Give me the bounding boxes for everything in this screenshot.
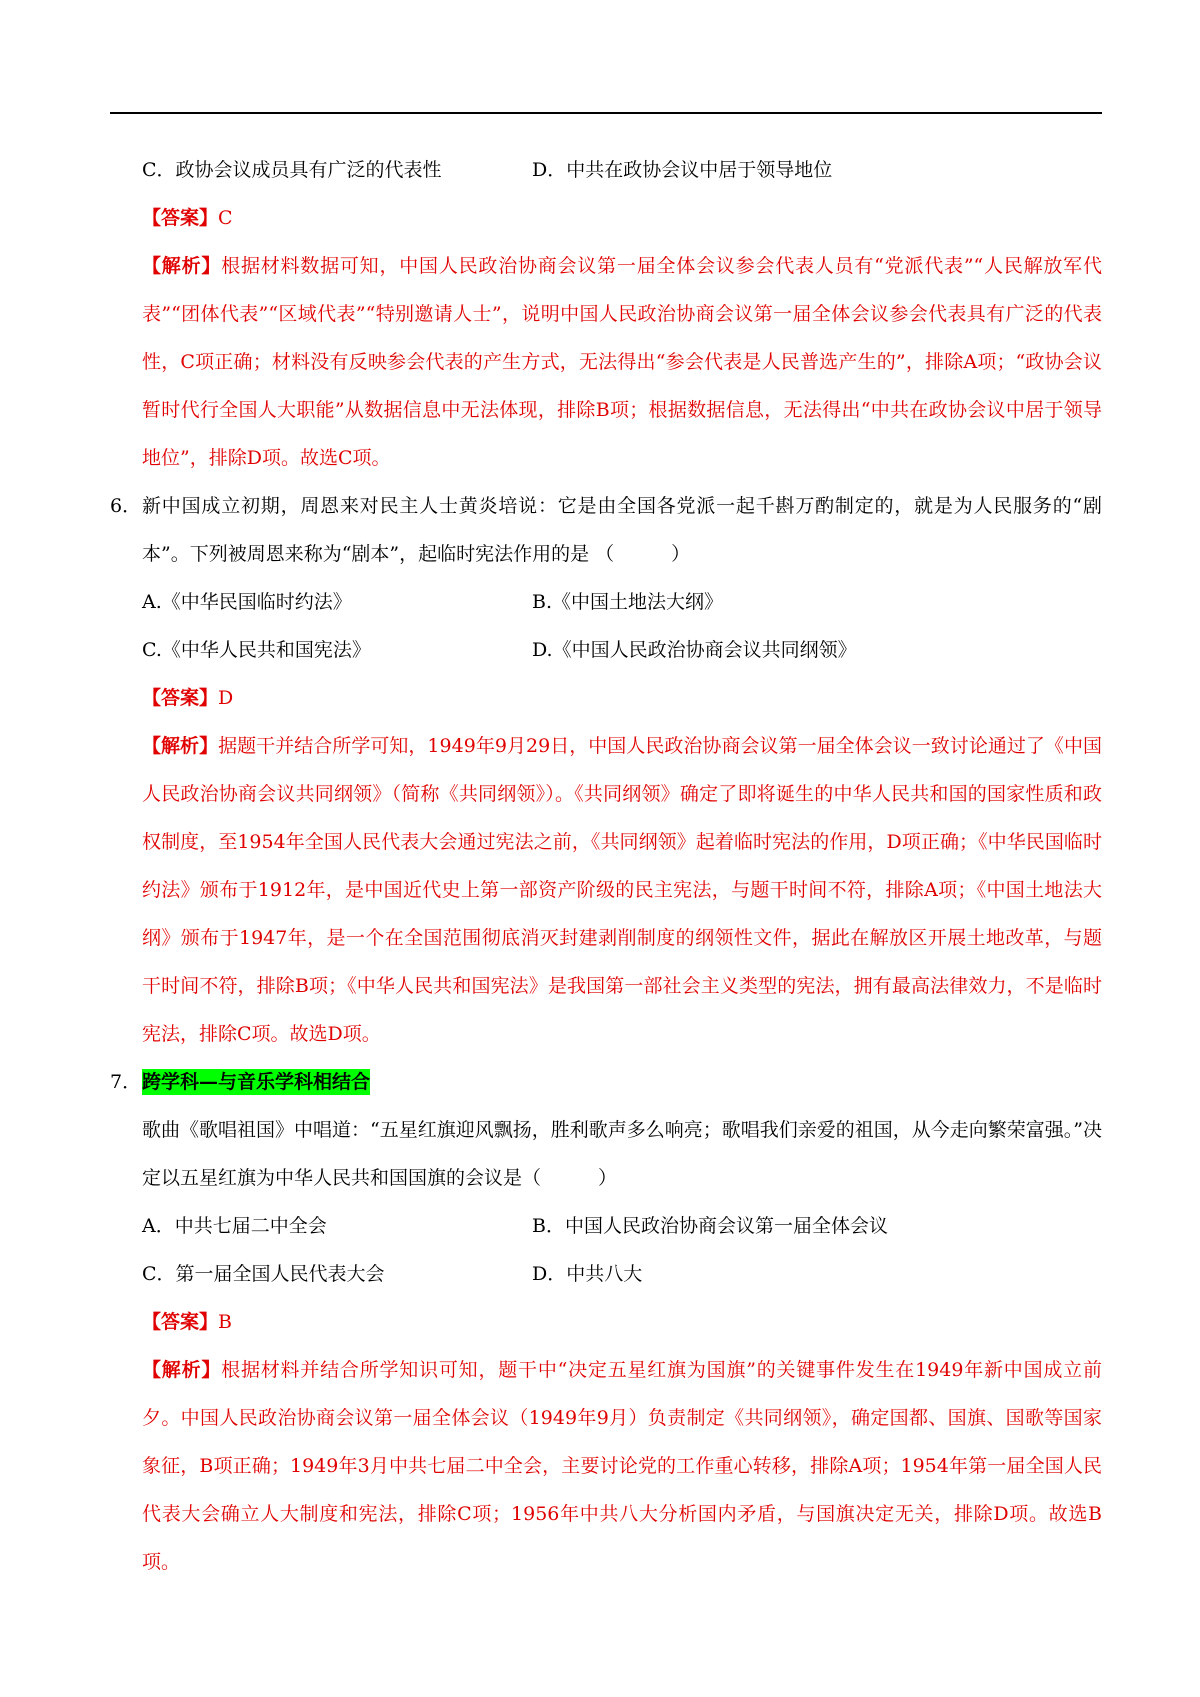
header-rule bbox=[110, 112, 1102, 114]
analysis-text: 根据材料数据可知，中国人民政治协商会议第一届全体会议参会代表人员有“党派代表”“人民解放军代表”“团体代表”“区域代表”“特别邀请人士”，说明中国人民政治协商会议第一届全体会议参会代表具有广泛的代表性，C项正确；材料没有反映参会代表的产生方式，无法得出“参会代表是人民普选产生的”，排除A项；“政协会议暂时代行全国人大职能”从数据信息中无法体现，排除B项；根据数据信息，无法得出“中共在政协会议中居于领导地位”，排除D项。故选C项。 bbox=[142, 255, 1102, 469]
q7-subject-tag: 跨学科—与音乐学科相结合 bbox=[142, 1071, 371, 1093]
q6-stem-text: 新中国成立初期，周恩来对民主人士黄炎培说：它是由全国各党派一起千斟万酌制定的，就是为人民服务的“剧本”。下列被周恩来称为“剧本”，起临时宪法作用的是 （ ） bbox=[142, 495, 1102, 565]
q6-option-c: C.《中华人民共和国宪法》 bbox=[142, 639, 371, 661]
q6-options-cd bbox=[142, 626, 1102, 674]
analysis-text: 据题干并结合所学可知，1949年9月29日，中国人民政治协商会议第一届全体会议一致讨论通过了《中国人民政治协商会议共同纲领》（简称《共同纲领》）。《共同纲领》确定了即将诞生的中华人民共和国的国家性质和政权制度，至1954年全国人民代表大会通过宪法之前，《共同纲领》起着临时宪法的作用，D项正确；《中华民国临时约法》颁布于1912年，是中国近代史上第一部资产阶级的民主宪法，与题干时间不符，排除A项；《中国土地法大纲》颁布于1947年，是一个在全国范围彻底消灭封建剥削制度的纲领性文件，据此在解放区开展土地改革，与题干时间不符，排除B项；《中华人民共和国宪法》是我国第一部社会主义类型的宪法，拥有最高法律效力，不是临时宪法，排除C项。故选D项。 bbox=[142, 735, 1102, 1045]
q7-number: 7． bbox=[110, 1071, 142, 1093]
q7-option-b: B．中国人民政治协商会议第一届全体会议 bbox=[532, 1215, 888, 1237]
q7-stem: 歌曲《歌唱祖国》中唱道：“五星红旗迎风飘扬，胜利歌声多么响亮；歌唱我们亲爱的祖国，从今走向繁荣富强。”决定以五星红旗为中华人民共和国国旗的会议是（ ） bbox=[142, 1119, 1102, 1189]
q5-option-d: D．中共在政协会议中居于领导地位 bbox=[532, 159, 833, 181]
q7-option-a: A．中共七届二中全会 bbox=[142, 1215, 327, 1237]
q6-options-ab bbox=[142, 578, 1102, 626]
q7-option-d: D．中共八大 bbox=[532, 1263, 643, 1285]
q5-answer bbox=[142, 194, 1102, 242]
answer-value: C bbox=[218, 207, 233, 229]
analysis-label: 【解析】 bbox=[142, 255, 222, 277]
q6-number: 6． bbox=[110, 495, 142, 517]
q6-option-d: D.《中国人民政治协商会议共同纲领》 bbox=[532, 639, 857, 661]
q5-option-c: C．政协会议成员具有广泛的代表性 bbox=[142, 159, 442, 181]
answer-label: 【答案】 bbox=[142, 207, 219, 229]
answer-label: 【答案】 bbox=[142, 687, 219, 709]
analysis-text: 根据材料并结合所学知识可知，题干中“决定五星红旗为国旗”的关键事件发生在1949年新中国成立前夕。中国人民政治协商会议第一届全体会议（1949年9月）负责制定《共同纲领》，确定国都、国旗、国歌等国家象征，B项正确；1949年3月中共七届二中全会，主要讨论党的工作重心转移，排除A项；1954年第一届全国人民代表大会确立人大制度和宪法，排除C项；1956年中共八大分析国内矛盾，与国旗决定无关，排除D项。故选B项。 bbox=[142, 1359, 1102, 1573]
q7-tag-line bbox=[110, 1058, 1102, 1106]
q6-answer bbox=[142, 674, 1102, 722]
answer-value: D bbox=[218, 687, 234, 709]
analysis-label: 【解析】 bbox=[142, 735, 219, 757]
q5-analysis bbox=[142, 242, 1102, 482]
analysis-label: 【解析】 bbox=[142, 1359, 222, 1381]
q5-options-cd bbox=[142, 146, 1102, 194]
answer-value: B bbox=[218, 1311, 232, 1333]
q7-option-c: C．第一届全国人民代表大会 bbox=[142, 1263, 385, 1285]
q6-option-b: B.《中国土地法大纲》 bbox=[532, 591, 724, 613]
q7-analysis bbox=[142, 1346, 1102, 1586]
document-body bbox=[110, 146, 1102, 1586]
q7-options-ab bbox=[142, 1202, 1102, 1250]
q7-options-cd bbox=[142, 1250, 1102, 1298]
q6-stem bbox=[110, 482, 1102, 578]
q6-analysis bbox=[142, 722, 1102, 1058]
q7-answer bbox=[142, 1298, 1102, 1346]
q6-option-a: A.《中华民国临时约法》 bbox=[142, 591, 352, 613]
answer-label: 【答案】 bbox=[142, 1311, 219, 1333]
